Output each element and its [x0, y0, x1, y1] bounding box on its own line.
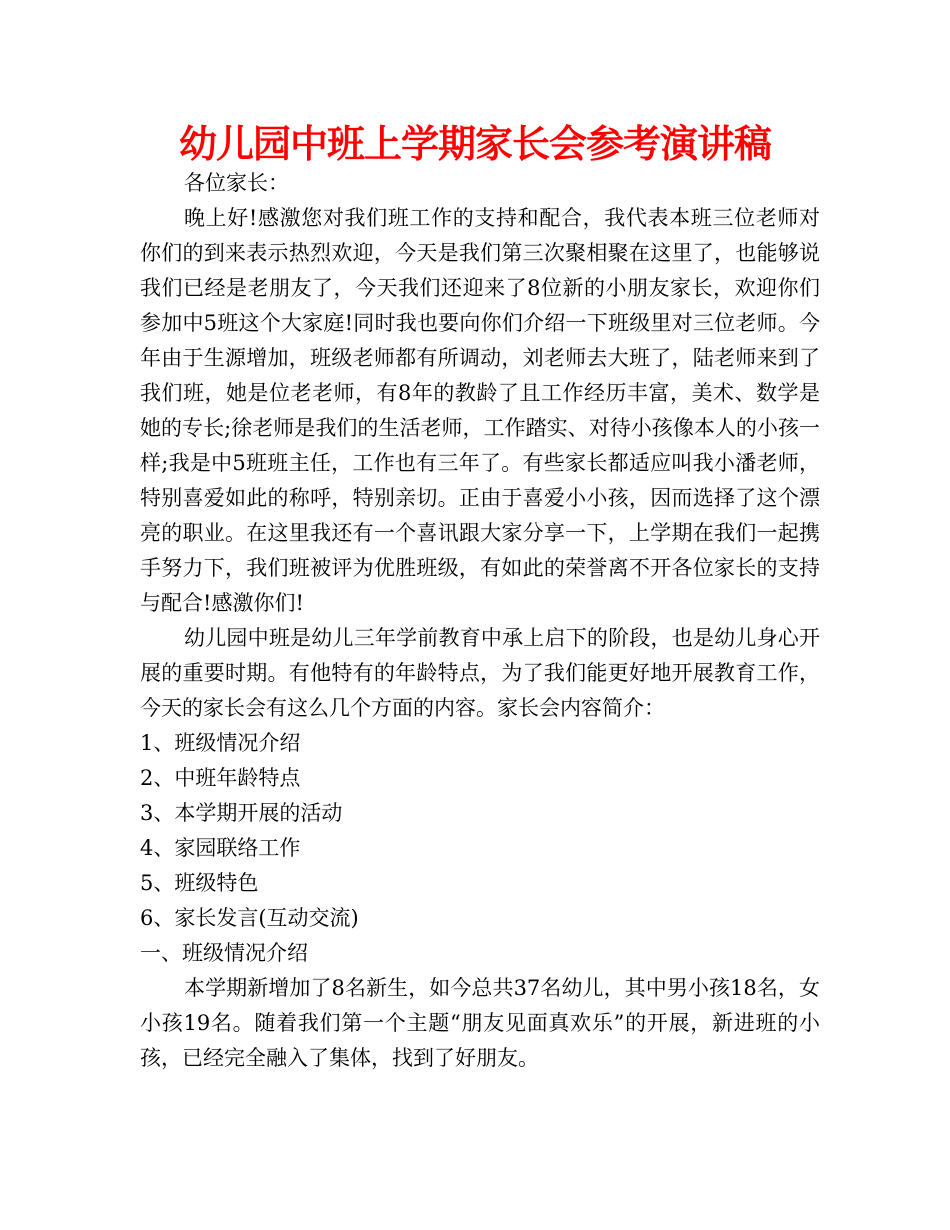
document-body — [140, 166, 820, 1076]
paragraph-class-info: 本学期新增加了8名新生，如今总共37名幼儿，其中男小孩18名，女小孩19名。随着我们第一个主题“朋友见面真欢乐”的开展，新进班的小孩，已经完全融入了集体，找到了好朋友。 — [140, 976, 820, 1070]
agenda-item-3: 3、本学期开展的活动 — [140, 801, 343, 825]
agenda-item-5: 5、班级特色 — [140, 871, 259, 895]
agenda-item-1: 1、班级情况介绍 — [140, 731, 301, 755]
paragraph-overview: 幼儿园中班是幼儿三年学前教育中承上启下的阶段，也是幼儿身心开展的重要时期。有他特有的年龄特点，为了我们能更好地开展教育工作，今天的家长会有这么几个方面的内容。家长会内容简介： — [140, 626, 820, 720]
agenda-item-4: 4、家园联络工作 — [140, 836, 301, 860]
salutation: 各位家长： — [184, 171, 289, 195]
agenda-item-2: 2、中班年龄特点 — [140, 766, 301, 790]
agenda-item-6: 6、家长发言(互动交流) — [140, 906, 359, 930]
section-heading: 一、班级情况介绍 — [140, 941, 308, 965]
paragraph-intro: 晚上好!感激您对我们班工作的支持和配合，我代表本班三位老师对你们的到来表示热烈欢迎，今天是我们第三次聚相聚在这里了，也能够说我们已经是老朋友了，今天我们还迎来了8位新的小朋友家长，欢迎你们参加中5班这个大家庭!同时我也要向你们介绍一下班级里对三位老师。今年由于生源增加，班级老师都有所调动，刘老师去大班了，陆老师来到了我们班，她是位老老师，有8年的教龄了且工作经历丰富，美术、数学是她的专长;徐老师是我们的生活老师，工作踏实、对待小孩像本人的小孩一样;我是中5班班主任，工作也有三年了。有些家长都适应叫我小潘老师，特别喜爱如此的称呼，特别亲切。正由于喜爱小小孩，因而选择了这个漂亮的职业。在这里我还有一个喜讯跟大家分享一下，上学期在我们一起携手努力下，我们班被评为优胜班级，有如此的荣誉离不开各位家长的支持与配合!感激你们! — [140, 206, 820, 615]
document-title: 幼儿园中班上学期家长会参考演讲稿 — [178, 122, 771, 166]
